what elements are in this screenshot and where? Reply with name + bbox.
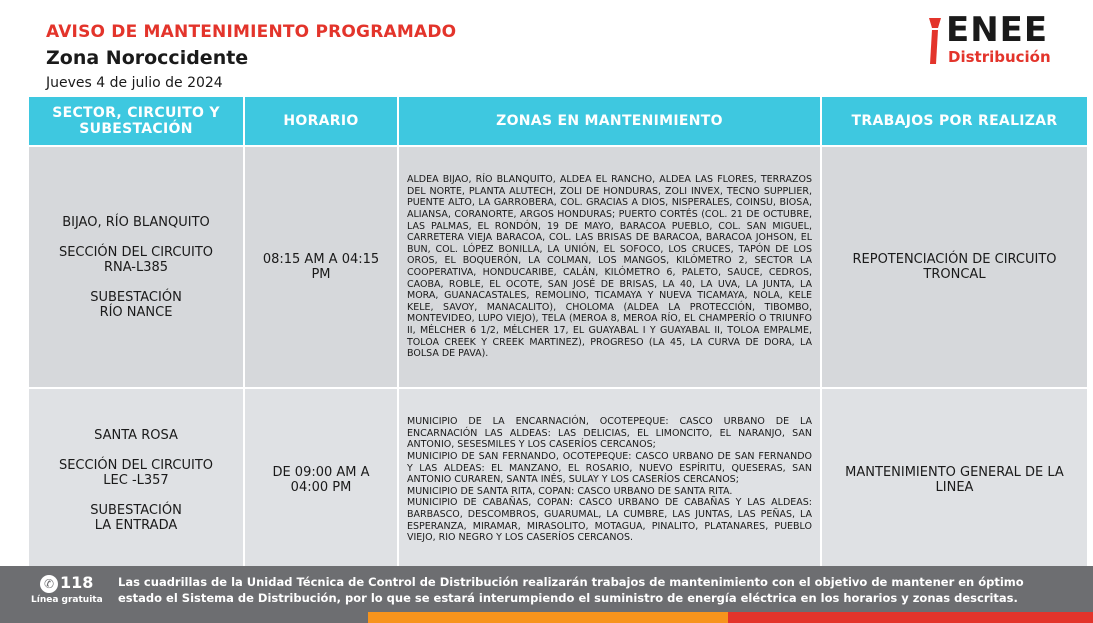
- enee-logo-icon: [926, 16, 943, 66]
- works-cell: MANTENIMIENTO GENERAL DE LA LINEA: [822, 389, 1087, 571]
- hotline: [31, 573, 103, 607]
- schedule-cell: 08:15 AM A 04:15 PM: [245, 147, 397, 387]
- col-header-zones: ZONAS EN MANTENIMIENTO: [399, 97, 820, 145]
- logo-subtitle: Distribución: [948, 48, 1051, 66]
- circuit-label: SECCIÓN DEL CIRCUITO: [58, 457, 214, 473]
- logo-name: ENEE: [946, 10, 1049, 50]
- table-row: [29, 389, 1087, 571]
- zone-title: Zona Noroccidente: [46, 47, 249, 69]
- sector-cell: [29, 147, 243, 387]
- sector-name: SANTA ROSA: [94, 427, 178, 443]
- zones-cell: [399, 389, 820, 571]
- col-header-works: TRABAJOS POR REALIZAR: [822, 97, 1087, 145]
- table-header-row: [29, 97, 1087, 145]
- sector-cell: [29, 389, 243, 571]
- stripe-orange: [368, 612, 728, 623]
- circuit-label: SECCIÓN DEL CIRCUITO: [58, 244, 214, 260]
- zones-text: MUNICIPIO DE LA ENCARNACIÓN, OCOTEPEQUE: CASCO URBANO DE LA ENCARNACIÓN LAS ALDEAS: LAS DELICIAS, EL LIMONCITO, EL NARANJO, SAN ANTONIO, SESESMILES Y LOS CASERÍOS CERCANOS;: [407, 416, 812, 451]
- phone-icon: ✆: [40, 575, 58, 593]
- substation-name: RÍO NANCE: [99, 304, 173, 320]
- notice-title: AVISO DE MANTENIMIENTO PROGRAMADO: [46, 22, 457, 42]
- enee-logo: [926, 10, 1082, 68]
- col-header-sector: SECTOR, CIRCUITO Y SUBESTACIÓN: [29, 97, 243, 145]
- substation-label: SUBESTACIÓN: [90, 502, 182, 518]
- sector-name: BIJAO, RÍO BLANQUITO: [62, 214, 210, 230]
- table-row: [29, 147, 1087, 387]
- hotline-number: 118: [60, 573, 94, 592]
- zones-cell: [399, 147, 820, 387]
- zones-text: ALDEA BIJAO, RÍO BLANQUITO, ALDEA EL RANCHO, ALDEA LAS FLORES, TERRAZOS DEL NORTE, PLANTA ALUTECH, ZOLI DE HONDURAS, ZOLI INVEX, TECNO SUPPLIER, PUENTE ALTO, LA GARROBERA, COL. GRACIAS A DIOS, NISPERALES, COINSU, BIOSA, ALIANSA, CORANORTE, ARGOS HONDURAS; PUERTO CORTÉS (COL. 21 DE OCTUBRE, LAS PALMAS, EL RONDÓN, 19 DE MAYO, BARACOA PUEBLO, COL. SAN MIGUEL, CARRETERA VIEJA BARACOA, COL. LAS BRISAS DE BARACOA, BARACOA JOHSON, EL BUN, COL. LÓPEZ BONILLA, LA UNIÓN, EL SOFOCO, LOS CRUCES, TAPÓN DE LOS OROS, EL BOQUERÓN, LA COLMAN, LOS MANGOS, KILÓMETRO 2, SECTOR LA COOPERATIVA, HONDUCARIBE, CALÁN, KILÓMETRO 6, PALETO, SAUCE, CEDROS, CAOBA, ROBLE, EL OCOTE, SAN JOSÉ DE BRISAS, LA 40, LA UVA, LA JUNTA, LA MORA, GUANACASTALES, REMOLINO, TICAMAYA Y NUEVA TICAMAYA, NOLA, KELE KELE, SAVOY, MANACALITO), CHOLOMA (ALDEA LA PROTECCIÓN, TIBOMBO, MONTEVIDEO, LUPO VIEJO), TELA (MEROA 8, MEROA RÍO, EL CHAMPERÍO O TRIUNFO II, MÉLCHER 6 1/2, MÉLCHER 17, EL GUAYABAL I Y GUAYABAL II, TOLOA EMPALME, TOLOA CREEK Y CREEK MARTINEZ), PROGRESO (LA 45, LA CURVA DE DORA, LA BOLSA DE PAVA).: [407, 174, 812, 360]
- maintenance-table: [27, 95, 1089, 573]
- substation-label: SUBESTACIÓN: [90, 289, 182, 305]
- circuit-code: LEC -L357: [103, 472, 169, 488]
- hotline-label: Línea gratuita: [31, 595, 103, 605]
- works-cell: REPOTENCIACIÓN DE CIRCUITO TRONCAL: [822, 147, 1087, 387]
- schedule-cell: DE 09:00 AM A 04:00 PM: [245, 389, 397, 571]
- zones-text: MUNICIPIO DE CABAÑAS, COPAN: CASCO URBANO DE CABAÑAS Y LAS ALDEAS: BARBASCO, DESCOMBROS, GUARUMAL, LA CUMBRE, LAS JUNTAS, LAS PEÑAS, LA ESPERANZA, MIRAMAR, MIRASOLITO, MOTAGUA, PINALITO, PLATANARES, PUEBLO VIEJO, RIO NEGRO Y LOS CASERÍOS CERCANOS.: [407, 497, 812, 544]
- stripe-red: [728, 612, 1093, 623]
- zones-text: MUNICIPIO DE SANTA RITA, COPAN: CASCO URBANO DE SANTA RITA.: [407, 485, 733, 497]
- zones-text: MUNICIPIO DE SAN FERNANDO, OCOTEPEQUE: CASCO URBANO DE SAN FERNANDO Y LAS ALDEAS: EL MANZANO, EL ROSARIO, NUEVO ESPÍRITU, QUESERAS, SAN ANTONIO CURAREN, SANTA INÉS, SULAY Y LOS CASERÍOS CERCANOS;: [407, 451, 812, 486]
- circuit-code: RNA-L385: [103, 259, 169, 275]
- notice-date: Jueves 4 de julio de 2024: [46, 75, 223, 91]
- footer-notice: Las cuadrillas de la Unidad Técnica de Control de Distribución realizarán trabajos de mantenimiento con el objetivo de mantener en óptimo estado el Sistema de Distribución, por lo que se estará interumpiendo el suministro de energía eléctrica en los horarios y zonas descritas.: [118, 575, 1024, 605]
- col-header-schedule: HORARIO: [245, 97, 397, 145]
- stripe-gray: [0, 612, 368, 623]
- substation-name: LA ENTRADA: [94, 517, 178, 533]
